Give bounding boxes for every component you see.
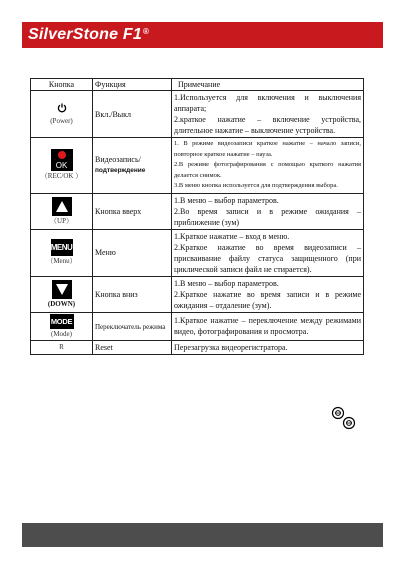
mode-icon: MODE bbox=[50, 314, 74, 329]
note-cell bbox=[172, 138, 364, 194]
note-line: 1.Краткое нажатие – переключение между режимами видео, фотографирования и просмотра. bbox=[174, 316, 361, 336]
table-row bbox=[31, 91, 364, 138]
function-cell: Вкл./Выкл bbox=[93, 91, 172, 138]
function-cell: Reset bbox=[93, 340, 172, 354]
button-cell bbox=[31, 91, 93, 138]
note-line: Перезагрузка видеорегистратора. bbox=[174, 342, 288, 352]
button-label: （Menu） bbox=[46, 257, 77, 265]
table-row bbox=[31, 312, 364, 340]
button-cell bbox=[31, 229, 93, 276]
function-cell: Кнопка вниз bbox=[93, 276, 172, 312]
note-line: 1. В режиме видеозаписи краткое нажатие – начало записи, повторное краткое нажатие – пауза. bbox=[174, 140, 361, 158]
button-label: （REC/OK ） bbox=[40, 172, 83, 181]
power-icon bbox=[57, 103, 67, 116]
function-cell: Кнопка вверх bbox=[93, 193, 172, 229]
page-symbol-icon bbox=[333, 408, 344, 419]
function-label: Переключатель режима bbox=[95, 322, 166, 331]
buttons-table bbox=[30, 78, 364, 355]
note-cell bbox=[172, 312, 364, 340]
table-row bbox=[31, 229, 364, 276]
button-cell bbox=[31, 138, 93, 194]
table-row bbox=[31, 138, 364, 194]
column-header-button: Кнопка bbox=[31, 79, 93, 91]
note-line: 2.Во время записи и в режиме ожидания – приближение (зум) bbox=[174, 206, 361, 227]
note-cell bbox=[172, 193, 364, 229]
button-label: (Power) bbox=[50, 116, 73, 125]
arrow-up-icon bbox=[52, 197, 72, 216]
button-label: （UP） bbox=[50, 216, 73, 225]
button-label: (DOWN) bbox=[47, 299, 76, 308]
table-row bbox=[31, 340, 364, 354]
table-row bbox=[31, 193, 364, 229]
note-cell bbox=[172, 229, 364, 276]
side-icons bbox=[330, 405, 360, 431]
button-cell bbox=[31, 193, 93, 229]
column-header-function: Функция bbox=[93, 79, 172, 91]
button-label: (Mode) bbox=[51, 329, 72, 338]
function-cell bbox=[93, 312, 172, 340]
record-ok-icon: OK bbox=[51, 149, 73, 171]
note-line: 2.краткое нажатие – включение устройства, длительное нажатие – выключение устройства. bbox=[174, 115, 361, 135]
note-line: 1.В меню – выбор параметров. bbox=[174, 195, 279, 205]
menu-icon: MENU bbox=[51, 239, 73, 256]
brand-title: SilverStone F1® bbox=[28, 26, 150, 43]
button-cell bbox=[31, 340, 93, 354]
note-line: 1.В меню – выбор параметров. bbox=[174, 278, 279, 288]
function-cell: Меню bbox=[93, 229, 172, 276]
table-row bbox=[31, 276, 364, 312]
trademark-symbol: ® bbox=[142, 27, 150, 36]
button-cell bbox=[31, 312, 93, 340]
function-sublabel: подтверждение bbox=[95, 167, 146, 175]
column-header-note: Примечание bbox=[172, 79, 364, 91]
note-line: 3.В меню кнопка используется для подтверждения выбора. bbox=[174, 182, 338, 189]
function-label: Видеозапись/ bbox=[95, 155, 141, 165]
function-cell bbox=[93, 138, 172, 194]
note-line: 2.Краткое нажатие во время видеозаписи – присваивание файлу статуса защищенного (при циклической записи файл не стирается). bbox=[174, 242, 361, 274]
note-cell bbox=[172, 340, 364, 354]
footer-bar bbox=[22, 523, 383, 547]
page-symbol-icon bbox=[344, 418, 355, 429]
note-cell bbox=[172, 276, 364, 312]
note-line: 1.Используется для включения и выключения аппарата; bbox=[174, 93, 361, 113]
button-cell bbox=[31, 276, 93, 312]
button-label: R bbox=[59, 343, 64, 351]
header-bar bbox=[22, 22, 383, 48]
note-line: 2.Краткое нажатие во время записи и в режиме ожидания – отдаление (зум). bbox=[174, 289, 361, 310]
table-header-row bbox=[31, 79, 364, 91]
arrow-down-icon bbox=[52, 280, 72, 299]
note-line: 2.В режиме фотографирования с помощью краткого нажатия делается снимок. bbox=[174, 161, 361, 179]
note-cell bbox=[172, 91, 364, 138]
note-line: 1.Краткое нажатие – вход в меню. bbox=[174, 231, 290, 241]
